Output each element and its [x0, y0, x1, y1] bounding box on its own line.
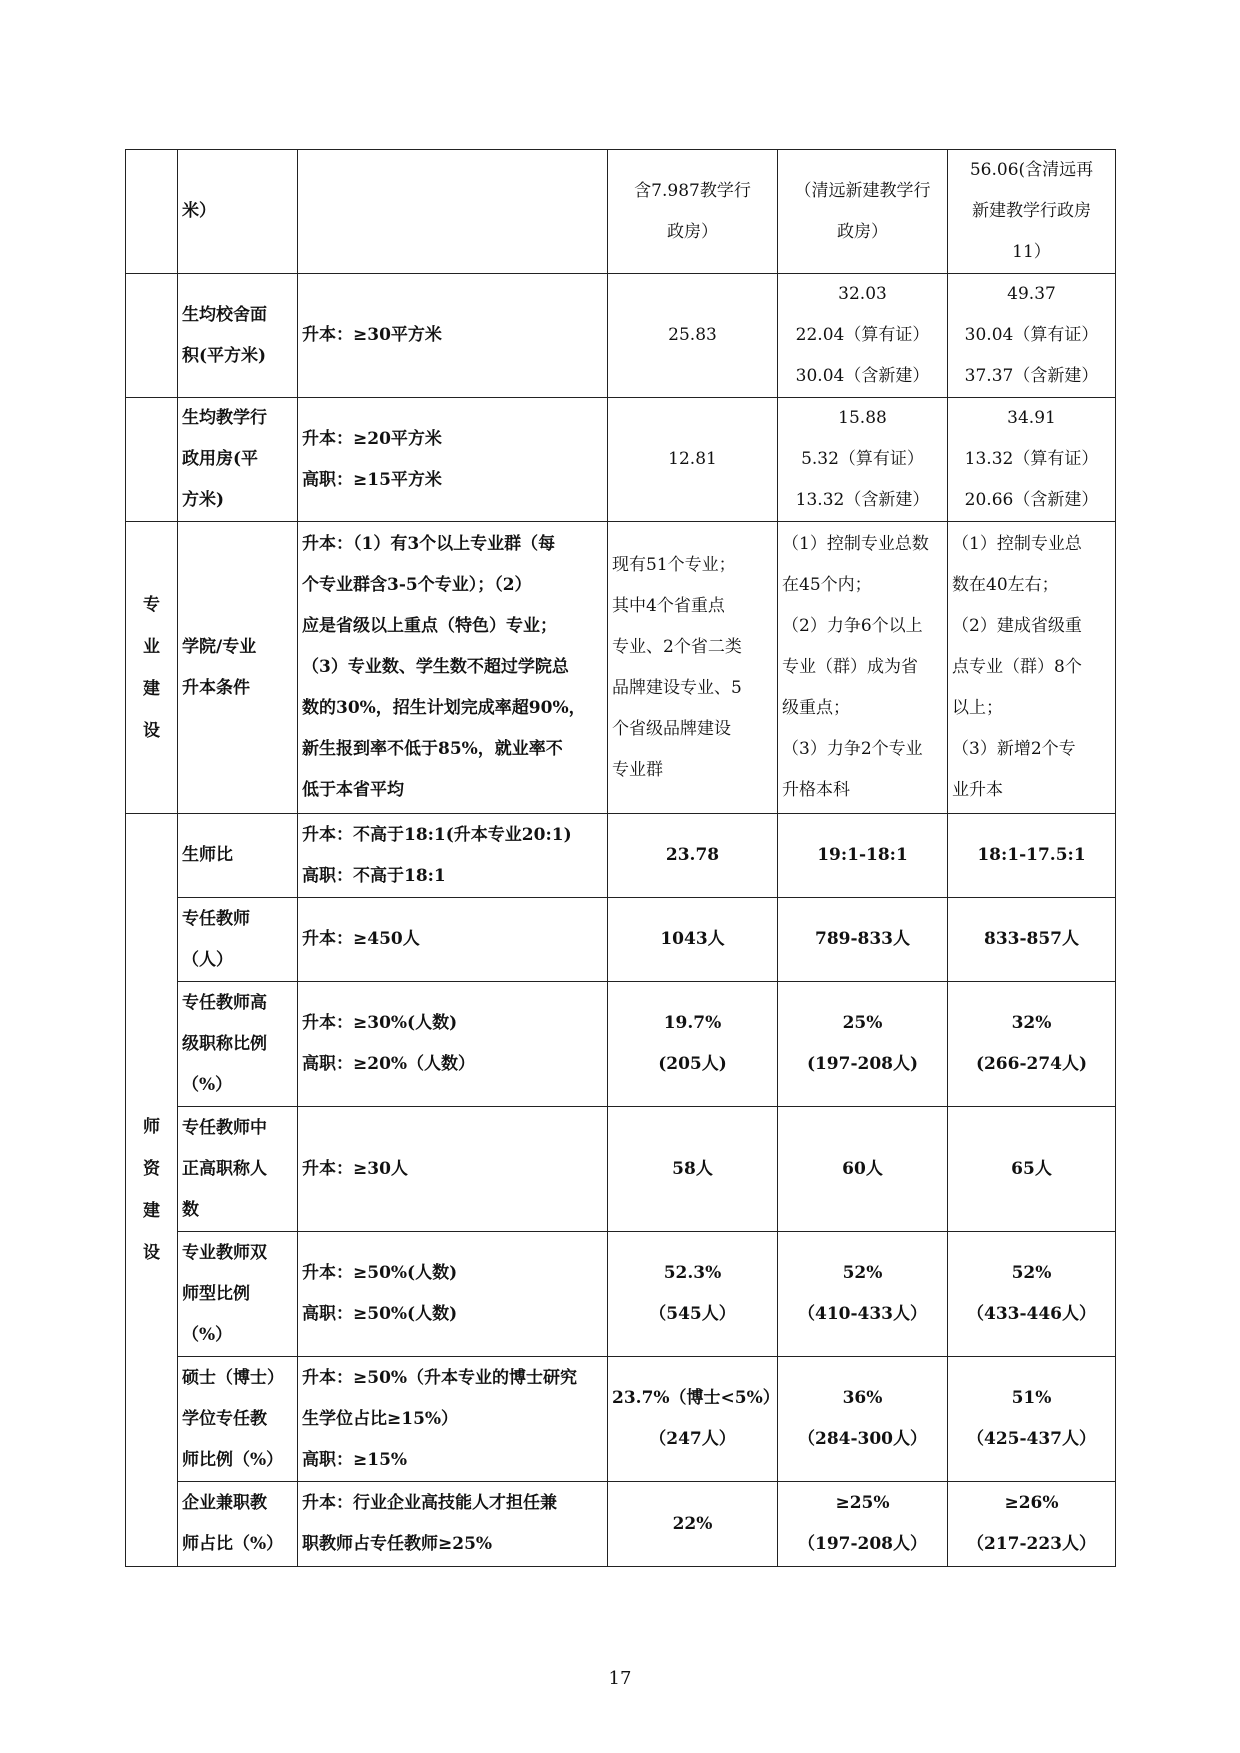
category-cell-empty	[126, 274, 178, 398]
page-number: 17	[608, 1668, 632, 1689]
item-cell: 专业教师双 师型比例 （%）	[178, 1232, 298, 1357]
current-value-cell: 19.7% (205人)	[608, 982, 778, 1107]
item-cell: 生均校舍面 积(平方米)	[178, 274, 298, 398]
target-value-cell: ≥25% （197-208人）	[778, 1482, 948, 1567]
current-value-cell: 1043人	[608, 898, 778, 982]
category-cell-empty	[126, 150, 178, 274]
target-value-cell: （清远新建教学行 政房）	[778, 150, 948, 274]
target-value-cell: 34.91 13.32（算有证） 20.66（含新建）	[948, 398, 1116, 522]
table-row	[126, 1107, 1116, 1232]
requirement-cell: 升本：≥30%(人数) 高职：≥20%（人数）	[298, 982, 608, 1107]
target-value-cell: （1）控制专业总数 在45个内； （2）力争6个以上 专业（群）成为省 级重点； （3）力争2个专业 升格本科	[778, 522, 948, 814]
item-cell: 专任教师高 级职称比例 （%）	[178, 982, 298, 1107]
item-cell: 企业兼职教 师占比（%）	[178, 1482, 298, 1567]
current-value-cell: 23.7%（博士<5%） （247人）	[608, 1357, 778, 1482]
current-value-cell: 52.3% （545人）	[608, 1232, 778, 1357]
requirement-cell: 升本：≥50%（升本专业的博士研究 生学位占比≥15%） 高职：≥15%	[298, 1357, 608, 1482]
target-value-cell: 65人	[948, 1107, 1116, 1232]
target-value-cell: 51% （425-437人）	[948, 1357, 1116, 1482]
target-value-cell: 32% (266-274人)	[948, 982, 1116, 1107]
table-row	[126, 1482, 1116, 1567]
target-value-cell: 52% （433-446人）	[948, 1232, 1116, 1357]
standards-table	[125, 149, 1116, 1567]
target-value-cell: 19:1-18:1	[778, 814, 948, 898]
current-value-cell: 23.78	[608, 814, 778, 898]
category-cell-empty	[126, 398, 178, 522]
requirement-cell: 升本：≥50%(人数) 高职：≥50%(人数)	[298, 1232, 608, 1357]
target-value-cell: 15.88 5.32（算有证） 13.32（含新建）	[778, 398, 948, 522]
item-cell: 专任教师 （人）	[178, 898, 298, 982]
target-value-cell: 49.37 30.04（算有证） 37.37（含新建）	[948, 274, 1116, 398]
category-label-major-construction: 专 业 建 设	[126, 522, 178, 814]
requirement-cell: 升本：≥450人	[298, 898, 608, 982]
requirement-cell: 升本：不高于18:1(升本专业20:1) 高职：不高于18:1	[298, 814, 608, 898]
target-value-cell: 52% （410-433人）	[778, 1232, 948, 1357]
target-value-cell: ≥26% （217-223人）	[948, 1482, 1116, 1567]
current-value-cell: 含7.987教学行 政房）	[608, 150, 778, 274]
current-value-cell: 22%	[608, 1482, 778, 1567]
requirement-cell: 升本：（1）有3个以上专业群（每 个专业群含3-5个专业）；（2） 应是省级以上重点（特色）专业； （3）专业数、学生数不超过学院总 数的30%，招生计划完成率超90%， 新生报到率不低于85%，就业率不 低于本省平均	[298, 522, 608, 814]
requirement-cell: 升本：≥30人	[298, 1107, 608, 1232]
item-cell: 专任教师中 正高职称人 数	[178, 1107, 298, 1232]
category-label-faculty-construction: 师 资 建 设	[126, 814, 178, 1567]
table-row	[126, 814, 1116, 898]
requirement-cell: 升本：行业企业高技能人才担任兼 职教师占专任教师≥25%	[298, 1482, 608, 1567]
target-value-cell: 32.03 22.04（算有证） 30.04（含新建）	[778, 274, 948, 398]
target-value-cell: 25% (197-208人)	[778, 982, 948, 1107]
requirement-cell: 升本：≥30平方米	[298, 274, 608, 398]
table-row	[126, 898, 1116, 982]
requirement-cell	[298, 150, 608, 274]
table-row	[126, 398, 1116, 522]
table-row	[126, 522, 1116, 814]
item-cell: 生师比	[178, 814, 298, 898]
requirement-cell: 升本：≥20平方米 高职：≥15平方米	[298, 398, 608, 522]
target-value-cell: （1）控制专业总 数在40左右； （2）建成省级重 点专业（群）8个 以上； （3）新增2个专 业升本	[948, 522, 1116, 814]
item-cell: 硕士（博士） 学位专任教 师比例（%）	[178, 1357, 298, 1482]
target-value-cell: 36% （284-300人）	[778, 1357, 948, 1482]
target-value-cell: 18:1-17.5:1	[948, 814, 1116, 898]
current-value-cell: 25.83	[608, 274, 778, 398]
table-row	[126, 274, 1116, 398]
current-value-cell: 58人	[608, 1107, 778, 1232]
item-cell: 米）	[178, 150, 298, 274]
item-cell: 学院/专业 升本条件	[178, 522, 298, 814]
table-row	[126, 982, 1116, 1107]
item-cell: 生均教学行 政用房(平 方米)	[178, 398, 298, 522]
target-value-cell: 789-833人	[778, 898, 948, 982]
current-value-cell: 12.81	[608, 398, 778, 522]
table-row	[126, 1357, 1116, 1482]
table-row	[126, 150, 1116, 274]
current-value-cell: 现有51个专业； 其中4个省重点 专业、2个省二类 品牌建设专业、5 个省级品牌建设 专业群	[608, 522, 778, 814]
table-row	[126, 1232, 1116, 1357]
target-value-cell: 56.06(含清远再 新建教学行政房 11）	[948, 150, 1116, 274]
target-value-cell: 60人	[778, 1107, 948, 1232]
target-value-cell: 833-857人	[948, 898, 1116, 982]
